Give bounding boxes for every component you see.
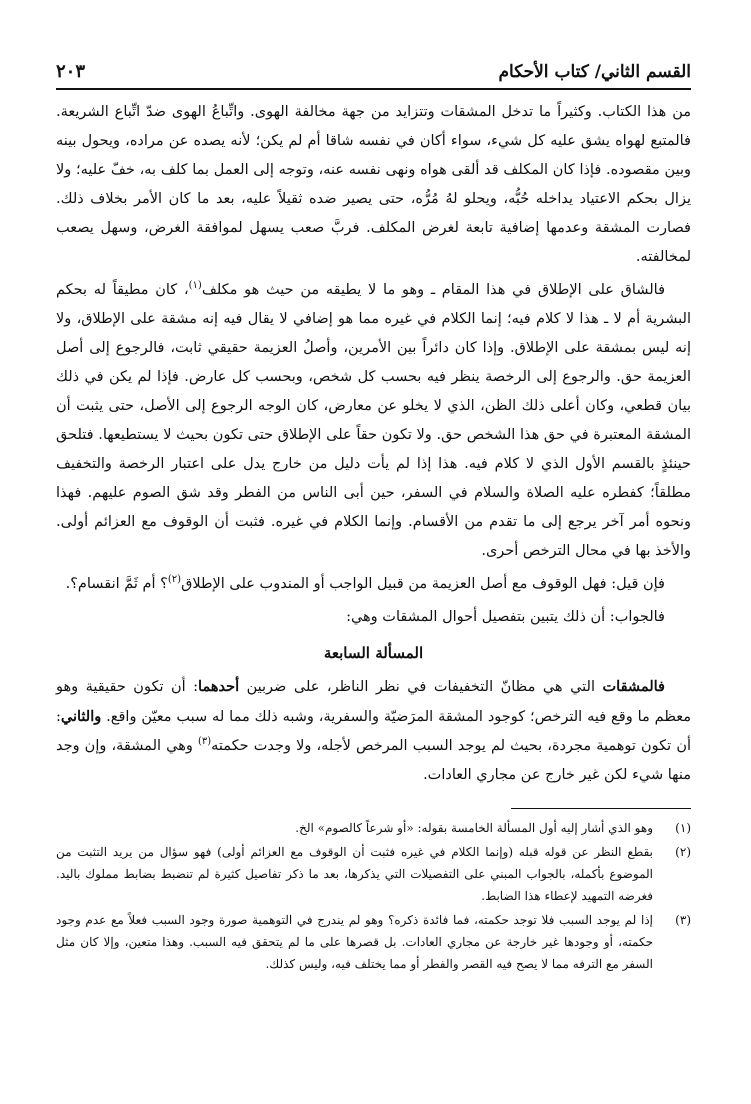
- footnote-text: بقطع النظر عن قوله قبله (وإنما الكلام في غيره فثبت أن الوقوف مع العزائم أولى) فهو سؤال من يريد التثبت من الموضوع بأكمله، بالجواب المبني على التفصيلات التي يذكرها، بعد ما ذكر تفاصيل كثيرة لم تنضبط بضابط مملوك باليد. فغرضه التمهيد لإعطاء هذا الضابط.: [56, 845, 653, 903]
- paragraph-3-end: ؟ أم ثَمَّ انقسام؟.: [65, 576, 168, 592]
- section-intro-bold: فالمشقات: [602, 678, 665, 695]
- footnote-ref-1: (١): [188, 280, 202, 292]
- second-type-label: والثاني: [60, 708, 102, 725]
- running-title: القسم الثاني/ كتاب الأحكام: [498, 62, 691, 82]
- header-rule: [56, 88, 691, 90]
- footnote-text: وهو الذي أشار إليه أول المسألة الخامسة بقوله: «أو شرعاً كالصوم» الخ.: [295, 821, 653, 835]
- footnote-number: (١): [675, 821, 691, 835]
- footnote-2: [56, 841, 691, 907]
- footnote-number: (٣): [675, 913, 691, 927]
- page-number: ٢٠٣: [56, 61, 86, 82]
- paragraph-2: [56, 276, 691, 566]
- body-text: [56, 98, 691, 790]
- paragraph-3-start: فإن قيل: فهل الوقوف مع أصل العزيمة من قبيل الواجب أو المندوب على الإطلاق: [181, 576, 665, 592]
- footnote-ref-3: (٣): [197, 736, 212, 748]
- footnote-text: إذا لم يوجد السبب فلا توجد حكمته، فما فائدة ذكره؟ وهو لم يندرج في التوهمية صورة وجود السبب فعلاً مع عدم وجود حكمته، أو وجودها غير خارجة عن مجاري العادات. بل قصرها على ما لم يتحقق فيه السبب. وهذا متعين، وإلا كان مثل السفر مع الترفه مما لا يصح فيه القصر والفطر أو مما يختلف فيه، وليس كذلك.: [56, 913, 653, 971]
- paragraph-3: [56, 570, 691, 599]
- footnote-number: (٢): [675, 845, 691, 859]
- section-title: المسألة السابعة: [323, 644, 424, 662]
- paragraph-4: فالجواب: أن ذلك يتبين بتفصيل أحوال المشقات وهي:: [346, 609, 665, 625]
- paragraph-2-start: فالشاق على الإطلاق في هذا المقام ـ وهو ما لا يطيقه من حيث هو مكلف: [201, 282, 666, 298]
- page-header: [56, 52, 691, 82]
- paragraph-2-end: ، كان مطيقاً له بحكم البشرية أم لا ـ هذا لا كلام فيه؛ إنما الكلام في غيره مما هو إضافي لا يقال فيه إنه مشقة على الإطلاق، ولا إنه ليس بمشقة على الإطلاق. وإذا كان دائراً بين الأمرين، وأصلُ العزيمة حقيقي ثابت، فالرجوع إلى أصل العزيمة حق. والرجوع إلى الرخصة ينظر فيه بحسب كل شخص، وبحسب كل عارض. فإذا لم يكن في ذلك بيان قطعي، وكان أعلى ذلك الظن، الذي لا يخلو عن معارض، كان الوجه الرجوع إلى الأصل، حتى يثبت أن المشقة المعتبرة في حق هذا الشخص حق. ولا تكون حقاً على الإطلاق حتى تكون بحيث لا يستطيعها. فتلحق حينئذٍ بالقسم الأول الذي لا كلام فيه. هذا إذا لم يأت دليل من خارج يدل على اعتبار الرخصة والتخفيف مطلقاً؛ كفطره عليه الصلاة والسلام في السفر، حين أبى الناس من الفطر وقد شق الصوم عليهم. فهذا ونحوه أمر آخر يرجع إلى ما تقدم من الأقسام. وإنما الكلام في غيره. فثبت أن الوقوف مع العزائم أولى. والأخذ بها في محال الترخص أحرى.: [56, 282, 691, 559]
- second-type-text-end: وهي المشقة، وإن وجد منها شيء لكن غير خارج عن مجاري العادات.: [56, 738, 691, 783]
- second-type-text-start: : أن تكون توهمية مجردة، بحيث لم يوجد السبب المرخص لأجله، ولا وجدت حكمته: [56, 709, 691, 754]
- footnotes: [56, 817, 691, 975]
- footnote-ref-2: (٢): [167, 574, 182, 586]
- paragraph-1: من هذا الكتاب. وكثيراً ما تدخل المشقات وتتزايد من جهة مخالفة الهوى. واتِّباعُ الهوى ضدّ اتِّباع الشريعة. فالمتبع لهواه يشق عليه كل شيء، سواء أكان في نفسه شاقا أم لم يكن؛ لأنه يصده عن مراده، ويحول بينه وبين مقصوده. فإذا كان المكلف قد ألقى هواه ونهى نفسه عنه، وتوجه إلى العمل بما كلف به، خفّ عليه؛ ولا يزال بحكم الاعتياد يداخله حُبُّه، ويحلو لهُ مُرُّه، حتى يصير ضده ثقيلاً عليه، بعد ما كان الأمر بخلاف ذلك. فصارت المشقة وعدمها إضافية تابعة لغرض المكلف. فربَّ صعب يسهل لموافقة الغرض، وسهل يصعب لمخالفته.: [56, 104, 691, 265]
- footnote-3: [56, 909, 691, 975]
- first-type-label: أحدهما: [198, 678, 240, 695]
- section-intro-text: التي هي مظانّ التخفيفات في نظر الناظر، على ضربين: [239, 679, 603, 695]
- first-type-text: : أن تكون حقيقية وهو معظم ما وقع فيه الترخص؛ كوجود المشقة المرَضيّة والسفرية، وشبه ذلك مما له سبب معيّن واقع.: [56, 679, 691, 725]
- footnote-rule: [511, 808, 691, 809]
- section-paragraph: [56, 672, 691, 790]
- footnote-1: [56, 817, 691, 839]
